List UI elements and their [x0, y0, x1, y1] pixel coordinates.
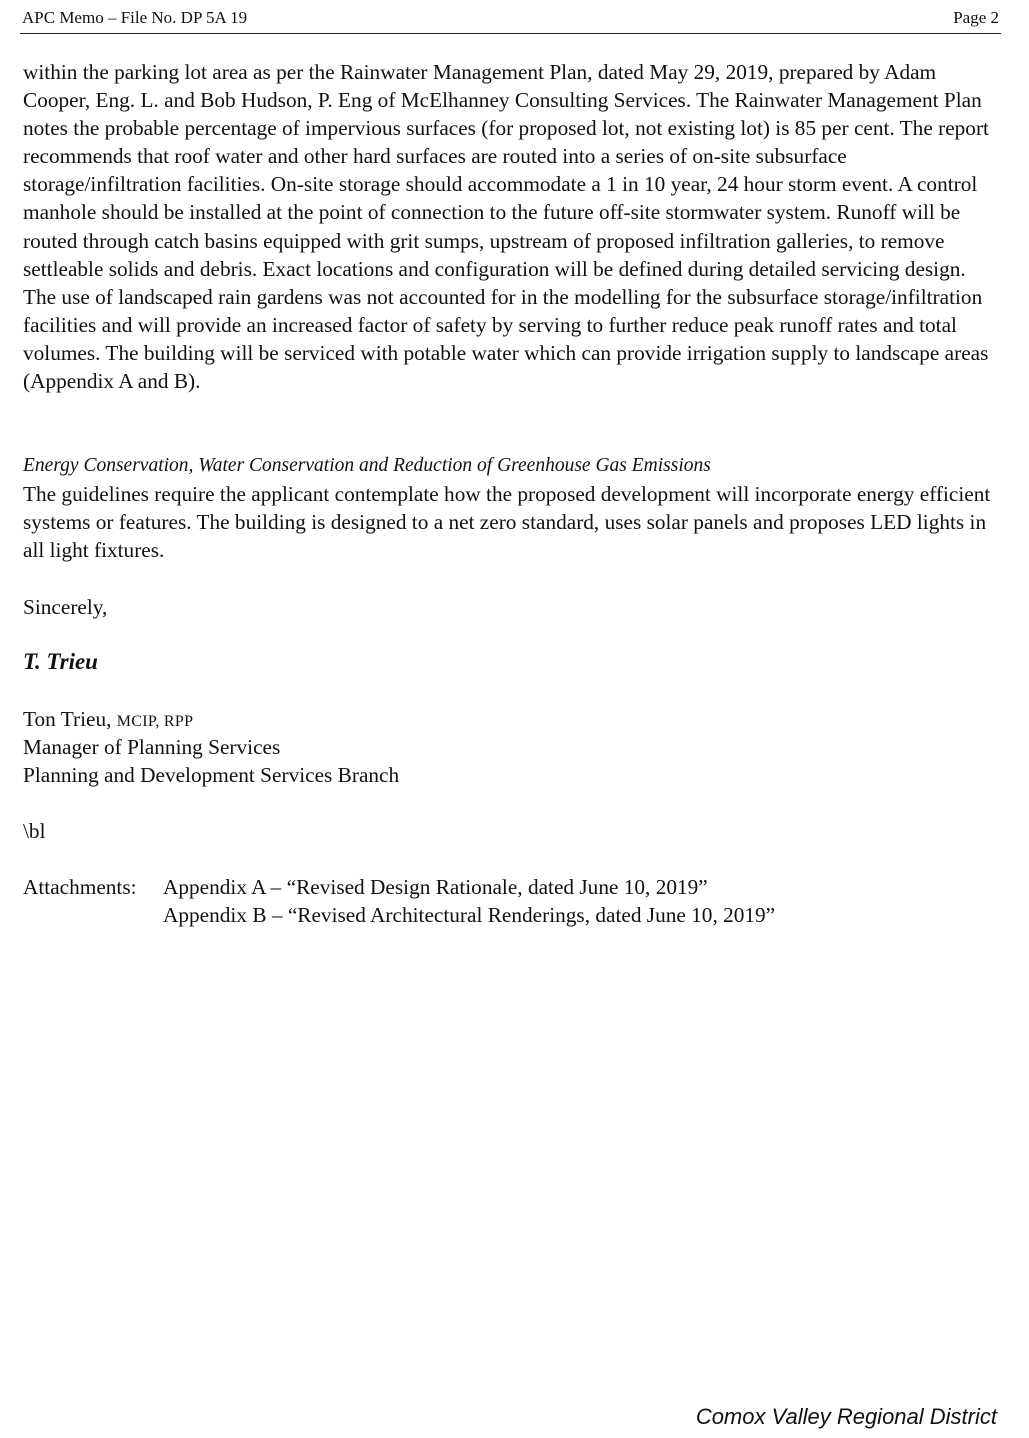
- footer-organization: Comox Valley Regional District: [695, 1404, 997, 1429]
- header-page-number: Page 2: [953, 8, 999, 27]
- signer-branch: Planning and Development Services Branch: [23, 763, 400, 787]
- attachments-label: Attachments:: [23, 875, 137, 899]
- body-paragraph-rainwater: within the parking lot area as per the Rainwater Management Plan, dated May 29, 2019, prepared by Adam Cooper, Eng. L. and Bob Hudson, P. Eng of McElhanney Consulting Services. The Rainwater Management Plan notes the probable percentage of impervious surfaces (for proposed lot, not existing lot) is 85 per cent. The report recommends that roof water and other hard surfaces are routed into a series of on-site subsurface storage/infiltration facilities. On-site storage should accommodate a 1 in 10 year, 24 hour storm event. A control manhole should be installed at the point of connection to the future off-site stormwater system. Runoff will be routed through catch basins equipped with grit sumps, upstream of proposed infiltration galleries, to remove settleable solids and debris. Exact locations and configuration will be defined during detailed servicing design. The use of landscaped rain gardens was not accounted for in the modelling for the subsurface storage/infiltration facilities and will provide an increased factor of safety by serving to further reduce peak runoff rates and total volumes. The building will be serviced with potable water which can provide irrigation supply to landscape areas (Appendix A and B).: [23, 60, 989, 394]
- signer-credentials: MCIP, RPP: [116, 713, 194, 730]
- attachment-item: Appendix B – “Revised Architectural Renderings, dated June 10, 2019”: [163, 903, 776, 927]
- signer-title: Manager of Planning Services: [23, 735, 281, 759]
- page-header: [20, 6, 1001, 34]
- signer-name-line: [23, 705, 995, 736]
- body-paragraph-energy: The guidelines require the applicant contemplate how the proposed development will incorporate energy efficient systems or features. The building is designed to a net zero standard, uses solar panels and proposes LED lights in all light fixtures.: [23, 482, 991, 563]
- attachment-item: Appendix A – “Revised Design Rationale, dated June 10, 2019”: [163, 875, 708, 899]
- section-heading-energy-conservation: Energy Conservation, Water Conservation and Reduction of Greenhouse Gas Emissions: [23, 455, 711, 476]
- closing-salutation: Sincerely,: [23, 595, 108, 619]
- header-file-reference: APC Memo – File No. DP 5A 19: [22, 8, 248, 27]
- signature: T. Trieu: [23, 649, 98, 674]
- signer-name: Ton Trieu,: [23, 707, 112, 731]
- typist-reference: \bl: [23, 819, 46, 843]
